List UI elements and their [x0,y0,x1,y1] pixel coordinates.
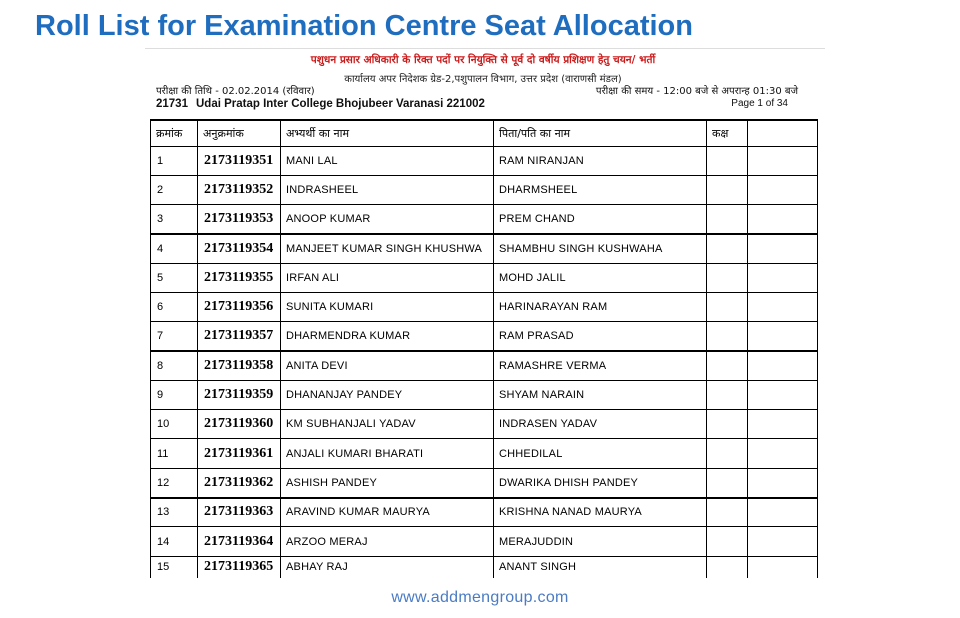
father-name-cell: DHARMSHEEL [494,175,707,204]
father-name-cell: PREM CHAND [494,205,707,234]
extra-cell [748,439,818,468]
extra-cell [748,146,818,175]
candidate-name-cell: MANJEET KUMAR SINGH KHUSHWA [281,234,494,263]
table-row [151,234,818,263]
serial-cell: 2 [151,175,198,204]
room-cell [707,468,748,497]
roll-number-cell: 2173119358 [198,351,281,380]
serial-cell: 11 [151,439,198,468]
document-header-title: पशुधन प्रसार अधिकारी के रिक्त पदों पर नियुक्ति से पूर्व दो वर्षीय प्रशिक्षण हेतु चयन/ भर्ती [310,54,656,66]
extra-cell [748,175,818,204]
father-name-cell: DWARIKA DHISH PANDEY [494,468,707,497]
candidate-name-cell: ASHISH PANDEY [281,468,494,497]
room-cell [707,292,748,321]
roll-number-cell: 2173119355 [198,263,281,292]
candidate-name-cell: INDRASHEEL [281,175,494,204]
extra-cell [748,351,818,380]
room-cell [707,439,748,468]
serial-cell: 12 [151,468,198,497]
watermark-url: www.addmengroup.com [391,589,569,606]
father-name-cell: SHAMBHU SINGH KUSHWAHA [494,234,707,263]
candidate-name-cell: ARAVIND KUMAR MAURYA [281,498,494,527]
room-cell [707,527,748,556]
serial-cell: 7 [151,322,198,351]
roll-number-cell: 2173119352 [198,175,281,204]
roll-list-table [150,119,818,578]
candidate-name-cell: ABHAY RAJ [281,556,494,578]
father-name-cell: CHHEDILAL [494,439,707,468]
roll-number-cell: 2173119359 [198,380,281,409]
table-row [151,292,818,321]
exam-date: परीक्षा की तिथि - 02.02.2014 (रविवार) [156,86,315,97]
table-row [151,410,818,439]
father-name-cell: RAM NIRANJAN [494,146,707,175]
roll-table-body [151,146,818,578]
table-row [151,351,818,380]
candidate-name-cell: KM SUBHANJALI YADAV [281,410,494,439]
table-row [151,146,818,175]
father-name-cell: HARINARAYAN RAM [494,292,707,321]
room-cell [707,234,748,263]
candidate-name-cell: SUNITA KUMARI [281,292,494,321]
exam-time: परीक्षा की समय - 12:00 बजे से अपरान्ह 01:30 बजे [595,86,798,97]
candidate-name-cell: ANITA DEVI [281,351,494,380]
roll-number-cell: 2173119365 [198,556,281,578]
extra-cell [748,292,818,321]
roll-number-cell: 2173119361 [198,439,281,468]
candidate-name-cell: ARZOO MERAJ [281,527,494,556]
room-cell [707,146,748,175]
father-name-cell: INDRASEN YADAV [494,410,707,439]
serial-cell: 6 [151,292,198,321]
table-row [151,205,818,234]
candidate-name-cell: ANOOP KUMAR [281,205,494,234]
centre-code: 21731 [156,98,188,110]
header-candidate-name: अभ्यर्थी का नाम [281,120,494,146]
roll-number-cell: 2173119356 [198,292,281,321]
extra-cell [748,234,818,263]
extra-cell [748,468,818,497]
table-row [151,263,818,292]
room-cell [707,205,748,234]
table-row [151,556,818,578]
header-extra [748,120,818,146]
header-room: कक्ष [707,120,748,146]
page-number: Page 1 of 34 [731,98,788,109]
roll-number-cell: 2173119362 [198,468,281,497]
header-father-name: पिता/पति का नाम [494,120,707,146]
serial-cell: 15 [151,556,198,578]
father-name-cell: MOHD JALIL [494,263,707,292]
extra-cell [748,263,818,292]
slide-title: Roll List for Examination Centre Seat Allocation [35,10,693,42]
father-name-cell: KRISHNA NANAD MAURYA [494,498,707,527]
serial-cell: 8 [151,351,198,380]
extra-cell [748,527,818,556]
serial-cell: 13 [151,498,198,527]
table-row [151,527,818,556]
candidate-name-cell: MANI LAL [281,146,494,175]
room-cell [707,556,748,578]
table-row [151,322,818,351]
table-row [151,175,818,204]
serial-cell: 4 [151,234,198,263]
father-name-cell: SHYAM NARAIN [494,380,707,409]
room-cell [707,380,748,409]
serial-cell: 14 [151,527,198,556]
candidate-name-cell: IRFAN ALI [281,263,494,292]
extra-cell [748,556,818,578]
room-cell [707,498,748,527]
roll-number-cell: 2173119351 [198,146,281,175]
table-row [151,498,818,527]
room-cell [707,410,748,439]
extra-cell [748,322,818,351]
father-name-cell: MERAJUDDIN [494,527,707,556]
table-row [151,380,818,409]
extra-cell [748,498,818,527]
room-cell [707,351,748,380]
extra-cell [748,380,818,409]
father-name-cell: RAM PRASAD [494,322,707,351]
extra-cell [748,205,818,234]
serial-cell: 10 [151,410,198,439]
centre-name: Udai Pratap Inter College Bhojubeer Varanasi 221002 [195,98,485,110]
serial-cell: 9 [151,380,198,409]
extra-cell [748,410,818,439]
roll-number-cell: 2173119364 [198,527,281,556]
table-header-row [151,120,818,146]
father-name-cell: ANANT SINGH [494,556,707,578]
header-serial: क्रमांक [151,120,198,146]
table-row [151,468,818,497]
serial-cell: 3 [151,205,198,234]
roll-number-cell: 2173119357 [198,322,281,351]
father-name-cell: RAMASHRE VERMA [494,351,707,380]
table-row [151,439,818,468]
document-header-office: कार्यालय अपर निदेशक ग्रेड-2,पशुपालन विभाग, उत्तर प्रदेश (वाराणसी मंडल) [344,74,622,85]
roll-number-cell: 2173119353 [198,205,281,234]
candidate-name-cell: DHANANJAY PANDEY [281,380,494,409]
candidate-name-cell: ANJALI KUMARI BHARATI [281,439,494,468]
roll-number-cell: 2173119360 [198,410,281,439]
title-divider [145,48,825,49]
roll-number-cell: 2173119354 [198,234,281,263]
centre-info [156,98,485,110]
candidate-name-cell: DHARMENDRA KUMAR [281,322,494,351]
roll-number-cell: 2173119363 [198,498,281,527]
serial-cell: 5 [151,263,198,292]
serial-cell: 1 [151,146,198,175]
room-cell [707,263,748,292]
header-roll-number: अनुक्रमांक [198,120,281,146]
room-cell [707,175,748,204]
room-cell [707,322,748,351]
